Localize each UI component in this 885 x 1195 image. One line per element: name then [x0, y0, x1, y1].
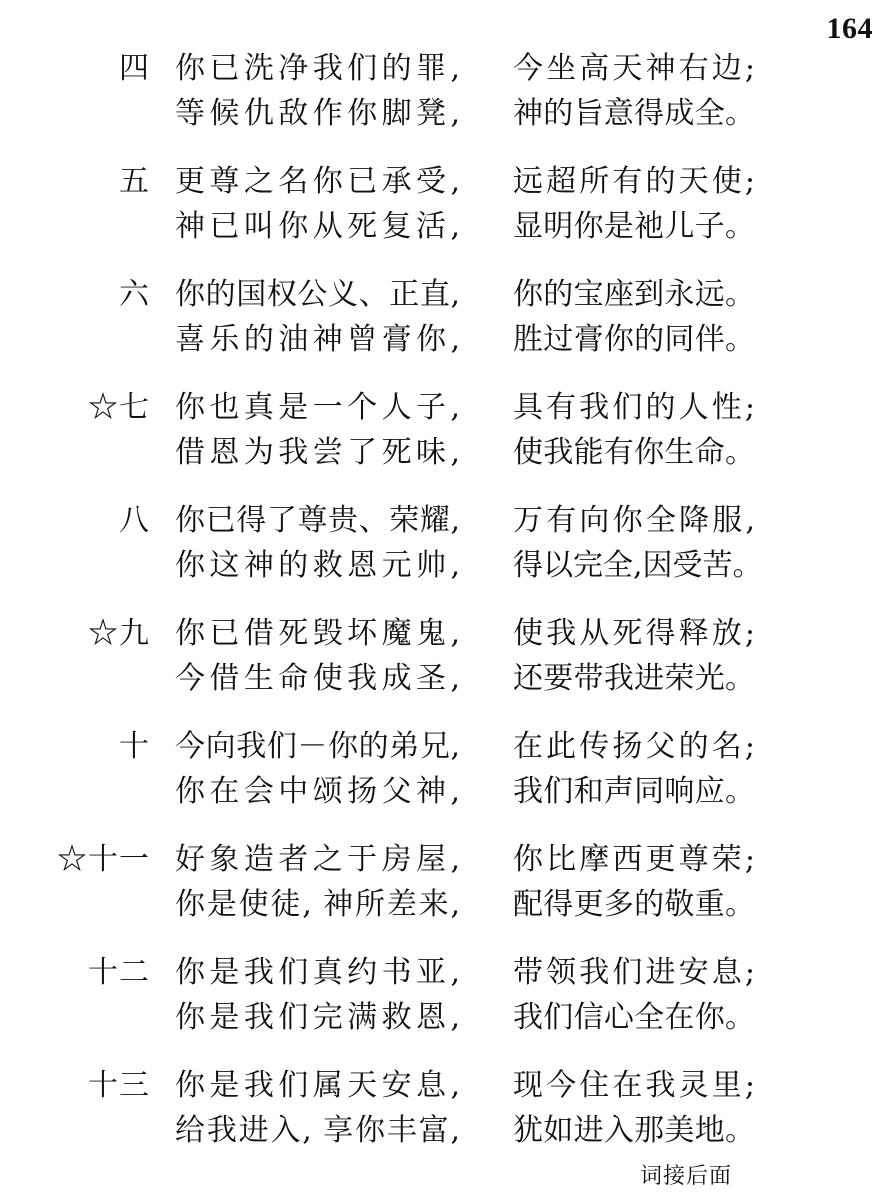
line-second-half: 使我能有你生命。 [513, 435, 755, 470]
line-first-half: 今借生命使我成圣, [175, 661, 460, 696]
stanza-line [0, 92, 885, 136]
stanza-number: 五 [119, 164, 150, 199]
line-second-half: 在此传扬父的名; [513, 729, 755, 764]
stanza [0, 160, 885, 273]
stanza-line [0, 386, 885, 430]
line-second-half: 使我从死得释放; [513, 616, 755, 651]
continued-note: 词接后面 [640, 1164, 733, 1189]
stanza-line [0, 612, 885, 656]
line-second-half: 具有我们的人性; [513, 390, 755, 425]
stanza-line [0, 1109, 885, 1153]
line-first-half: 你的国权公义、正直, [175, 277, 460, 312]
stanza-number: 十三 [88, 1068, 150, 1103]
line-second-half: 我们和声同响应。 [513, 774, 755, 809]
line-first-half: 你是使徒, 神所差来, [175, 887, 460, 922]
line-first-half: 你在会中颂扬父神, [175, 774, 460, 809]
stanza-line [0, 499, 885, 543]
stanza-list [0, 47, 885, 1177]
stanza-line [0, 770, 885, 814]
line-first-half: 给我进入, 享你丰富, [175, 1113, 460, 1148]
line-second-half: 今坐高天神右边; [513, 51, 755, 86]
stanza-line [0, 996, 885, 1040]
line-first-half: 喜乐的油神曾膏你, [175, 322, 460, 357]
line-first-half: 你已借死毁坏魔鬼, [175, 616, 460, 651]
line-second-half: 现今住在我灵里; [513, 1068, 755, 1103]
line-first-half: 你已得了尊贵、荣耀, [175, 503, 460, 538]
stanza-number: 十二 [88, 955, 150, 990]
stanza-line [0, 725, 885, 769]
stanza-line [0, 273, 885, 317]
line-first-half: 你已洗净我们的罪, [175, 51, 460, 86]
stanza [0, 838, 885, 951]
line-first-half: 好象造者之于房屋, [175, 842, 460, 877]
line-first-half: 借恩为我尝了死味, [175, 435, 460, 470]
line-second-half: 神的旨意得成全。 [513, 96, 755, 131]
stanza-line [0, 431, 885, 475]
line-second-half: 我们信心全在你。 [513, 1000, 755, 1035]
stanza-number: ☆九 [88, 616, 150, 651]
line-first-half: 更尊之名你已承受, [175, 164, 460, 199]
stanza-number: 六 [119, 277, 150, 312]
stanza-line [0, 883, 885, 927]
stanza-number: 十 [119, 729, 150, 764]
stanza-number: ☆十一 [57, 842, 150, 877]
stanza-line [0, 205, 885, 249]
stanza-number: 四 [119, 51, 150, 86]
line-second-half: 胜过膏你的同伴。 [513, 322, 755, 357]
stanza-line [0, 544, 885, 588]
stanza-number: 八 [119, 503, 150, 538]
stanza-number: ☆七 [88, 390, 150, 425]
stanza [0, 273, 885, 386]
line-second-half: 得以完全,因受苦。 [513, 548, 763, 583]
stanza [0, 725, 885, 838]
line-first-half: 你是我们真约书亚, [175, 955, 460, 990]
line-first-half: 今向我们－你的弟兄, [175, 729, 460, 764]
stanza-line [0, 160, 885, 204]
line-second-half: 犹如进入那美地。 [513, 1113, 755, 1148]
line-second-half: 配得更多的敬重。 [513, 887, 755, 922]
stanza-line [0, 951, 885, 995]
line-second-half: 远超所有的天使; [513, 164, 755, 199]
stanza [0, 47, 885, 160]
stanza [0, 386, 885, 499]
stanza-line [0, 318, 885, 362]
line-first-half: 你这神的救恩元帅, [175, 548, 460, 583]
line-first-half: 你也真是一个人子, [175, 390, 460, 425]
stanza [0, 1064, 885, 1177]
stanza-line [0, 838, 885, 882]
line-first-half: 神已叫你从死复活, [175, 209, 460, 244]
line-first-half: 你是我们属天安息, [175, 1068, 460, 1103]
line-second-half: 万有向你全降服, [513, 503, 755, 538]
line-first-half: 等候仇敌作你脚凳, [175, 96, 460, 131]
line-first-half: 你是我们完满救恩, [175, 1000, 460, 1035]
page-number: 164 [826, 12, 873, 45]
line-second-half: 还要带我进荣光。 [513, 661, 755, 696]
stanza-line [0, 47, 885, 91]
stanza [0, 499, 885, 612]
line-second-half: 带领我们进安息; [513, 955, 755, 990]
stanza [0, 951, 885, 1064]
stanza [0, 612, 885, 725]
line-second-half: 显明你是祂儿子。 [513, 209, 755, 244]
line-second-half: 你的宝座到永远。 [513, 277, 755, 312]
stanza-line [0, 1064, 885, 1108]
stanza-line [0, 657, 885, 701]
line-second-half: 你比摩西更尊荣; [513, 842, 755, 877]
